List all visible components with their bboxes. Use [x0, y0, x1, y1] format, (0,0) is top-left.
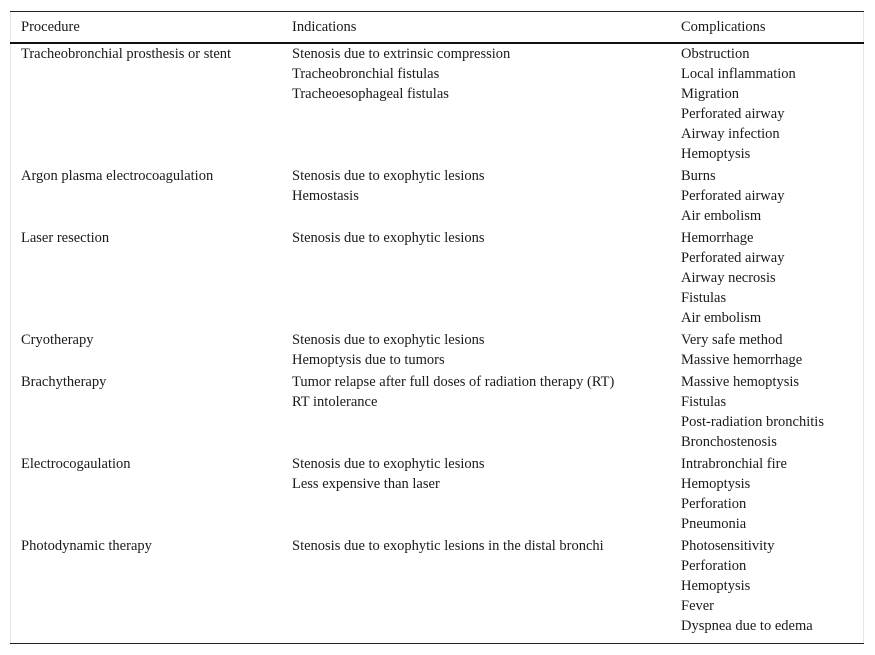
- complications-cell: [681, 166, 784, 226]
- procedure-name: Electrocogaulation: [21, 456, 131, 472]
- complication-item: Migration: [681, 86, 739, 102]
- table-row: [10, 454, 864, 536]
- indications-cell: [292, 166, 485, 206]
- complication-item: Very safe method: [681, 332, 783, 348]
- header-procedure: Procedure: [21, 19, 80, 35]
- complication-item: Perforated airway: [681, 106, 785, 122]
- indication-item: Stenosis due to exophytic lesions: [292, 332, 485, 348]
- complication-item: Airway necrosis: [681, 270, 776, 286]
- complication-item: Obstruction: [681, 46, 750, 62]
- complication-item: Hemoptysis: [681, 146, 751, 162]
- complications-cell: [681, 44, 796, 164]
- complication-item: Perforation: [681, 496, 747, 512]
- complication-item: Perforation: [681, 558, 747, 574]
- procedure-cell: [21, 330, 93, 350]
- table-row: [10, 166, 864, 228]
- table-bottom-rule: [10, 643, 864, 644]
- complication-item: Pneumonia: [681, 516, 747, 532]
- complication-item: Intrabronchial fire: [681, 456, 787, 472]
- complication-item: Hemoptysis: [681, 578, 751, 594]
- table-row: [10, 330, 864, 372]
- indications-cell: [292, 454, 485, 494]
- complications-cell: [681, 536, 813, 636]
- indication-item: Hemoptysis due to tumors: [292, 352, 445, 368]
- indications-cell: [292, 536, 604, 556]
- complications-cell: [681, 330, 802, 370]
- table-header: [10, 11, 864, 42]
- indications-cell: [292, 44, 510, 104]
- complication-item: Massive hemorrhage: [681, 352, 803, 368]
- table-row: [10, 44, 864, 166]
- indications-cell: [292, 372, 614, 412]
- complication-item: Massive hemoptysis: [681, 374, 800, 390]
- table-row: [10, 228, 864, 330]
- procedure-cell: [21, 228, 109, 248]
- procedure-cell: [21, 536, 152, 556]
- header-indications: Indications: [292, 19, 357, 35]
- indication-item: Stenosis due to exophytic lesions: [292, 456, 485, 472]
- indication-item: Stenosis due to exophytic lesions: [292, 230, 485, 246]
- indication-item: RT intolerance: [292, 394, 378, 410]
- complication-item: Airway infection: [681, 126, 780, 142]
- procedure-cell: [21, 372, 106, 392]
- indication-item: Hemostasis: [292, 188, 359, 204]
- complication-item: Hemorrhage: [681, 230, 754, 246]
- procedure-name: Cryotherapy: [21, 332, 94, 348]
- indication-item: Less expensive than laser: [292, 476, 440, 492]
- indication-item: Tumor relapse after full doses of radiation therapy (RT): [292, 374, 615, 390]
- indications-cell: [292, 228, 485, 248]
- procedure-cell: [21, 44, 231, 64]
- complications-cell: [681, 454, 787, 534]
- indications-cell: [292, 330, 485, 370]
- complication-item: Photosensitivity: [681, 538, 775, 554]
- complication-item: Fistulas: [681, 394, 727, 410]
- complication-item: Air embolism: [681, 310, 762, 326]
- complication-item: Perforated airway: [681, 250, 785, 266]
- table-row: [10, 536, 864, 636]
- procedure-name: Argon plasma electrocoagulation: [21, 168, 214, 184]
- indication-item: Stenosis due to extrinsic compression: [292, 46, 511, 62]
- complication-item: Local inflammation: [681, 66, 796, 82]
- complication-item: Fistulas: [681, 290, 727, 306]
- indication-item: Stenosis due to exophytic lesions: [292, 168, 485, 184]
- indication-item: Stenosis due to exophytic lesions in the distal bronchi: [292, 538, 604, 554]
- procedure-name: Laser resection: [21, 230, 110, 246]
- indication-item: Tracheoesophageal fistulas: [292, 86, 449, 102]
- complication-item: Post-radiation bronchitis: [681, 414, 824, 430]
- table-body: [10, 44, 864, 636]
- procedure-name: Photodynamic therapy: [21, 538, 152, 554]
- procedure-name: Brachytherapy: [21, 374, 107, 390]
- complication-item: Burns: [681, 168, 716, 184]
- complication-item: Fever: [681, 598, 715, 614]
- complication-item: Dyspnea due to edema: [681, 618, 813, 634]
- complication-item: Hemoptysis: [681, 476, 751, 492]
- table-row: [10, 372, 864, 454]
- procedure-cell: [21, 166, 213, 186]
- procedure-cell: [21, 454, 131, 474]
- complication-item: Bronchostenosis: [681, 434, 777, 450]
- complications-cell: [681, 228, 784, 328]
- complication-item: Perforated airway: [681, 188, 785, 204]
- procedure-name: Tracheobronchial prosthesis or stent: [21, 46, 232, 62]
- complications-cell: [681, 372, 824, 452]
- header-complications: Complications: [681, 19, 766, 35]
- complication-item: Air embolism: [681, 208, 762, 224]
- indication-item: Tracheobronchial fistulas: [292, 66, 440, 82]
